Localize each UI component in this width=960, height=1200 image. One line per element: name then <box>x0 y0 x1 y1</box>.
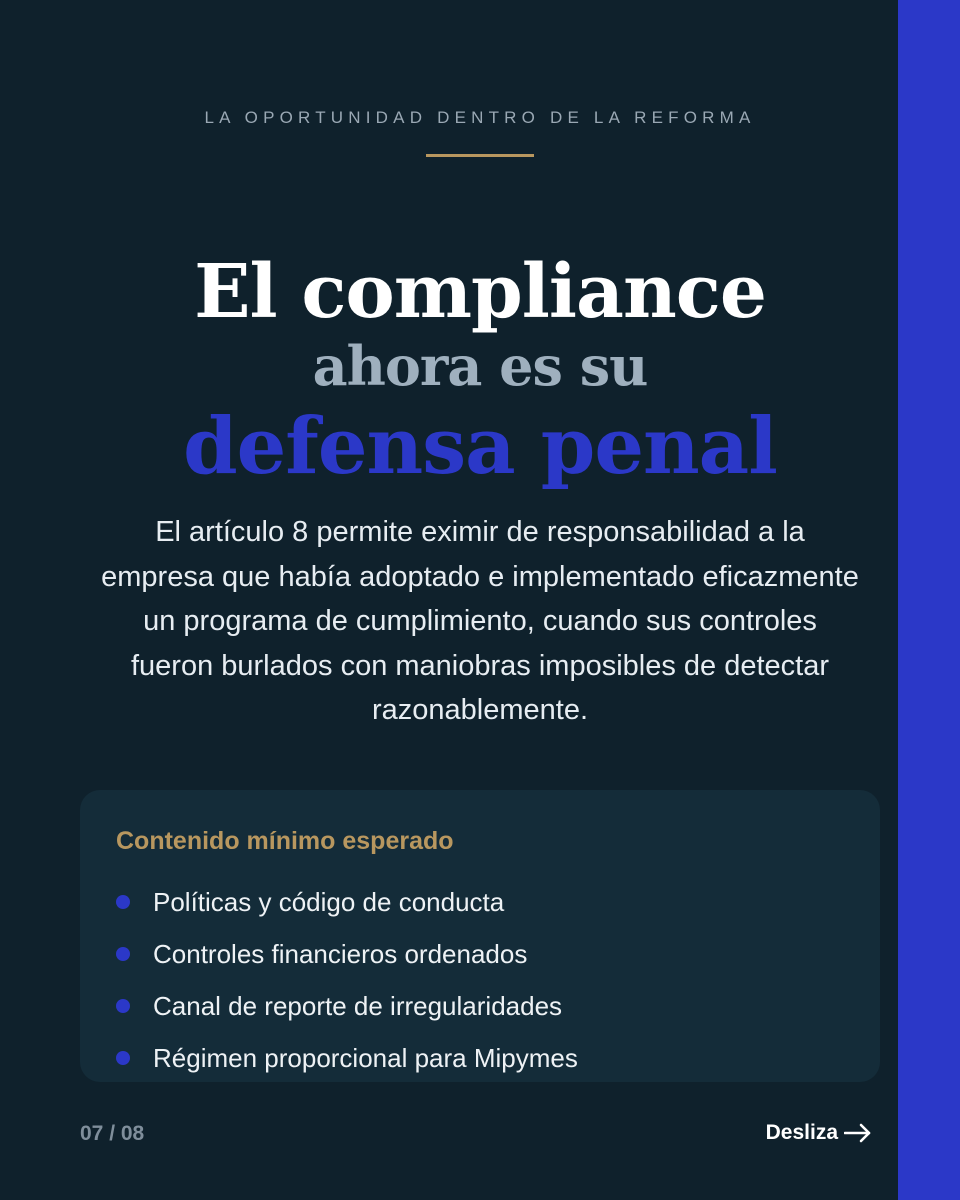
page-counter: 07 / 08 <box>80 1122 145 1145</box>
gold-divider <box>426 154 534 157</box>
arrow-right-icon <box>844 1123 872 1143</box>
list-item <box>114 882 578 934</box>
swipe-next-button[interactable] <box>740 1118 872 1148</box>
body-paragraph: El artículo 8 permite eximir de responsabilidad a la empresa que había adoptado e implementado eficazmente un programa de cumplimiento, cuando sus controles fueron burlados con maniobras imposibles de detectar razonablemente. <box>101 516 859 726</box>
list-item <box>114 986 578 1038</box>
list-item-label: Canal de reporte de irregularidades <box>153 991 563 1021</box>
card-title: Contenido mínimo esperado <box>116 827 454 855</box>
minimum-content-card <box>80 790 880 1082</box>
headline-line-1: El compliance <box>194 249 766 335</box>
list-item-label: Políticas y código de conducta <box>153 887 505 917</box>
side-accent-bar <box>898 0 960 1200</box>
list-item-label: Controles financieros ordenados <box>153 939 528 969</box>
bullet-dot-icon <box>116 895 130 909</box>
bullet-dot-icon <box>116 999 130 1013</box>
list-item <box>114 934 578 986</box>
bullet-dot-icon <box>116 947 130 961</box>
eyebrow-label: LA OPORTUNIDAD DENTRO DE LA REFORMA <box>204 108 756 127</box>
list-item <box>114 1038 578 1090</box>
minimum-content-list <box>114 882 578 1090</box>
headline-line-3: defensa penal <box>183 401 777 492</box>
bullet-dot-icon <box>116 1051 130 1065</box>
headline-line-2: ahora es su <box>312 334 648 398</box>
swipe-label: Desliza <box>765 1121 838 1144</box>
list-item-label: Régimen proporcional para Mipymes <box>153 1043 578 1073</box>
